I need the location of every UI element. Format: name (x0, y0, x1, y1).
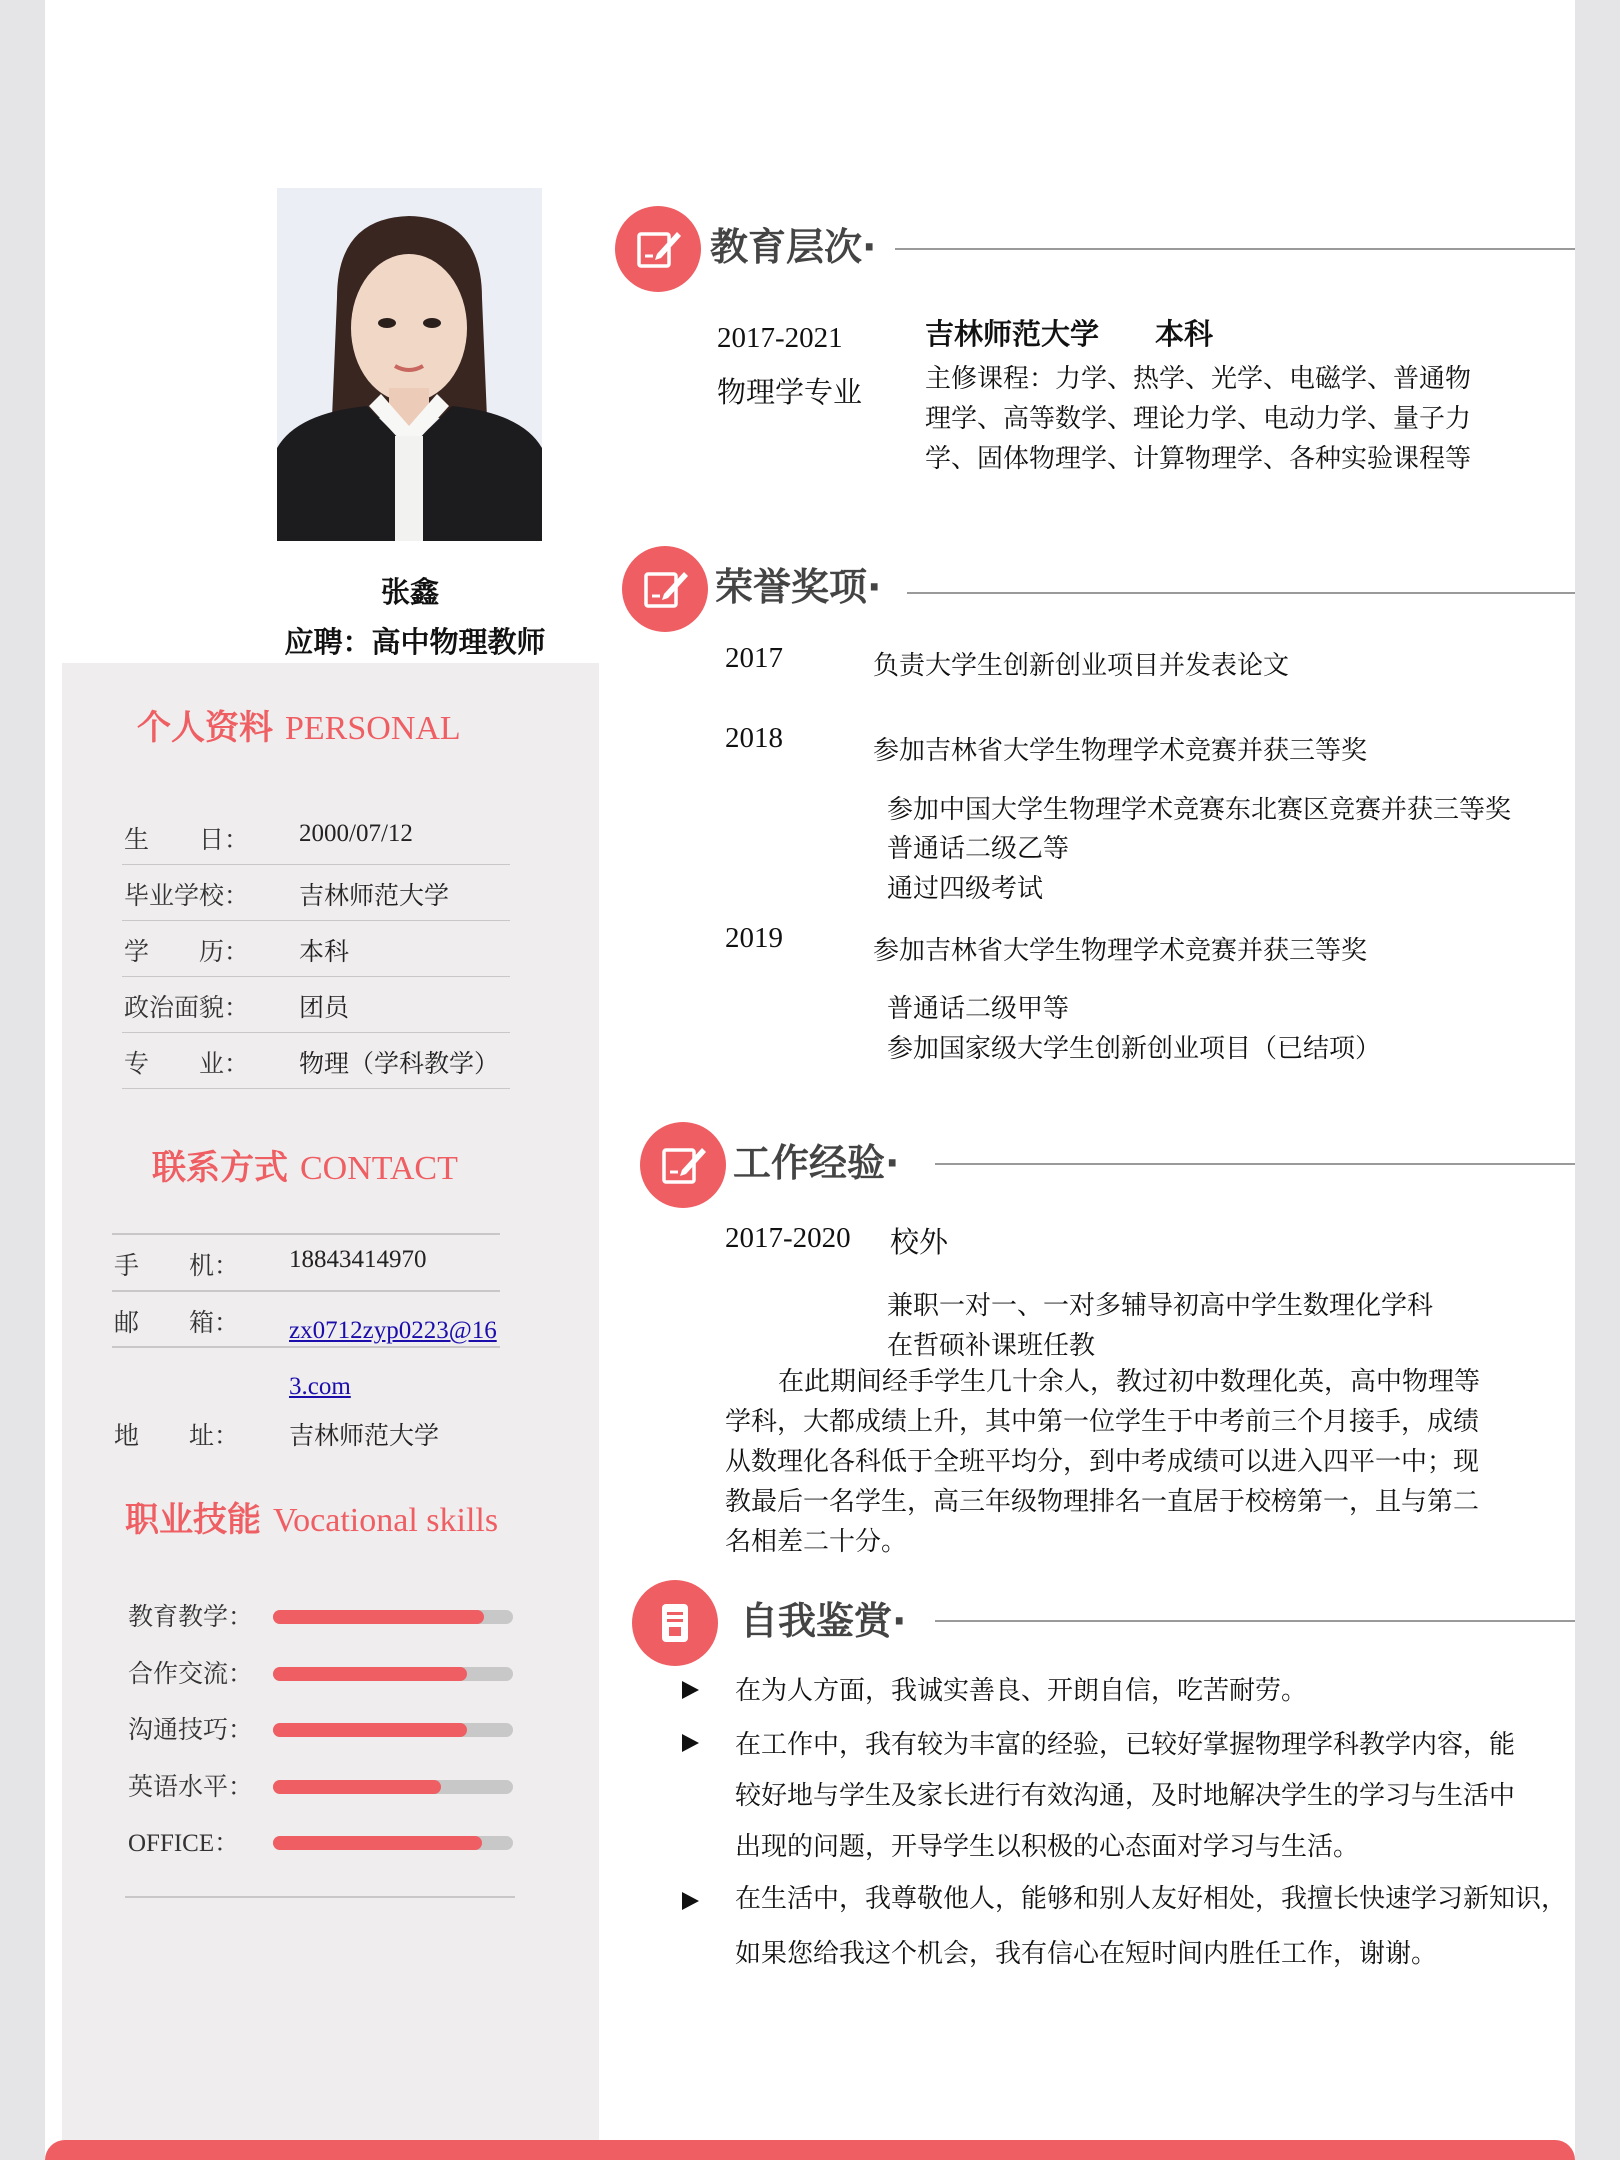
degree-value: 本科 (299, 937, 350, 966)
school-value: 吉林师范大学 (299, 881, 450, 910)
skill-bar-fill (273, 1723, 467, 1737)
self-item (735, 1872, 1567, 1982)
work-title: 工作经验· (733, 1141, 900, 1185)
skill-bar-fill (273, 1610, 484, 1624)
personal-row-school (122, 864, 510, 921)
education-courses (925, 359, 1471, 479)
skill-bar-track (273, 1836, 513, 1850)
skill-label: 合作交流： (128, 1659, 254, 1688)
job-objective: 应聘：高中物理教师 (284, 625, 546, 659)
personal-heading (137, 700, 461, 749)
work-place: 校外 (890, 1225, 949, 1259)
self-item-line: 出现的问题，开导学生以积极的心态面对学习与生活。 (735, 1832, 1360, 1862)
honors-title: 荣誉奖项· (715, 565, 882, 609)
address-value: 吉林师范大学 (289, 1421, 440, 1450)
skill-bar-fill (273, 1667, 467, 1681)
birthday-label: 生 日： (124, 825, 250, 854)
self-item-line: 在工作中，我有较为丰富的经验，已较好掌握物理学科教学内容，能 (735, 1730, 1516, 1760)
self-item (735, 1720, 1515, 1873)
skill-bar-fill (273, 1780, 441, 1794)
work-years: 2017-2020 (725, 1222, 851, 1254)
contact-heading-zh: 联系方式 (152, 1148, 288, 1188)
email-link-line2: 3.com (289, 1373, 351, 1400)
work-line: 在哲硕补课班任教 (887, 1331, 1096, 1361)
arrow-bullet-icon (682, 1892, 699, 1910)
document-icon (632, 1580, 718, 1666)
personal-heading-en: PERSONAL (285, 710, 461, 747)
degree-label: 学 历： (124, 937, 250, 966)
skill-bar-track (273, 1610, 513, 1624)
work-paragraph-line: 从数理化各科低于全班平均分，到中考成绩可以进入四平一中；现 (725, 1447, 1480, 1477)
major-label: 专 业： (124, 1049, 250, 1078)
self-item-line: 如果您给我这个机会，我有信心在短时间内胜任工作，谢谢。 (735, 1939, 1438, 1969)
contact-divider (112, 1346, 500, 1348)
education-title: 教育层次· (710, 225, 877, 269)
skill-row (128, 1767, 548, 1807)
self-item-line: 较好地与学生及家长进行有效沟通，及时地解决学生的学习与生活中 (735, 1781, 1516, 1811)
contact-row-phone (114, 1234, 502, 1290)
skills-divider (125, 1896, 515, 1898)
honor-year: 2017 (725, 642, 783, 674)
education-school: 吉林师范大学 (925, 317, 1100, 351)
resume-page (45, 0, 1575, 2160)
skill-bar-track (273, 1723, 513, 1737)
education-major: 物理学专业 (717, 375, 863, 409)
honor-item: 普通话二级甲等 (887, 994, 1070, 1024)
email-label: 邮 箱： (114, 1308, 240, 1337)
footer-accent-bar (45, 2140, 1575, 2160)
skill-row (128, 1654, 548, 1694)
contact-heading (152, 1140, 458, 1189)
work-paragraph-line: 名相差二十分。 (725, 1527, 908, 1557)
personal-row-birthday (122, 808, 510, 865)
skill-label: 沟通技巧： (128, 1715, 254, 1744)
email-link[interactable] (289, 1303, 497, 1415)
contact-heading-en: CONTACT (300, 1150, 458, 1187)
honors-rule (907, 592, 1575, 594)
personal-row-political (122, 976, 510, 1033)
self-item-line: 在生活中，我尊敬他人，能够和别人友好相处，我擅长快速学习新知识， (735, 1884, 1568, 1914)
birthday-value: 2000/07/12 (299, 820, 413, 847)
email-link-line1: zx0712zyp0223@16 (289, 1317, 497, 1344)
arrow-bullet-icon (682, 1734, 699, 1752)
course-line: 主修课程：力学、热学、光学、电磁学、普通物 (925, 364, 1472, 394)
work-paragraph-line: 在此期间经手学生几十余人，教过初中数理化英，高中物理等 (778, 1367, 1481, 1397)
self-item: 在为人方面，我诚实善良、开朗自信，吃苦耐劳。 (735, 1676, 1308, 1706)
education-years: 2017-2021 (717, 322, 843, 354)
work-paragraph (725, 1362, 1545, 1562)
address-label: 地 址： (114, 1421, 240, 1450)
skill-label: OFFICE： (128, 1830, 240, 1857)
work-line: 兼职一对一、一对多辅导初高中学生数理化学科 (887, 1291, 1434, 1321)
skills-heading (125, 1492, 498, 1541)
honor-item: 参加吉林省大学生物理学术竞赛并获三等奖 (873, 936, 1368, 966)
course-line: 理学、高等数学、理论力学、电动力学、量子力 (925, 404, 1472, 434)
honor-item: 通过四级考试 (887, 874, 1044, 904)
edit-note-icon (640, 1122, 726, 1208)
honor-year: 2019 (725, 922, 783, 954)
phone-label: 手 机： (114, 1251, 240, 1280)
skill-row (128, 1823, 548, 1863)
skill-label: 英语水平： (128, 1772, 254, 1801)
honor-item: 普通话二级乙等 (887, 834, 1070, 864)
work-rule (935, 1163, 1575, 1165)
education-degree: 本科 (1155, 317, 1214, 351)
work-paragraph-line: 教最后一名学生，高三年级物理排名一直居于校榜第一，且与第二 (725, 1487, 1480, 1517)
honor-item: 负责大学生创新创业项目并发表论文 (873, 651, 1290, 681)
skill-bar-fill (273, 1836, 482, 1850)
edit-note-icon (615, 206, 701, 292)
arrow-bullet-icon (682, 1681, 699, 1699)
political-label: 政治面貌： (124, 993, 250, 1022)
honor-item: 参加中国大学生物理学术竞赛东北赛区竞赛并获三等奖 (887, 795, 1512, 825)
honor-item: 参加吉林省大学生物理学术竞赛并获三等奖 (873, 736, 1368, 766)
skill-bar-track (273, 1780, 513, 1794)
skills-heading-zh: 职业技能 (125, 1500, 261, 1540)
self-title: 自我鉴赏· (740, 1599, 907, 1643)
education-rule (895, 248, 1575, 250)
contact-row-address (114, 1404, 502, 1460)
personal-row-major (122, 1032, 510, 1089)
honor-year: 2018 (725, 722, 783, 754)
self-rule (935, 1620, 1575, 1622)
personal-heading-zh: 个人资料 (137, 708, 273, 748)
skill-label: 教育教学： (128, 1602, 254, 1631)
profile-photo (277, 188, 542, 541)
edit-note-icon (622, 546, 708, 632)
skill-bar-track (273, 1667, 513, 1681)
major-value: 物理（学科教学） (299, 1049, 500, 1078)
skills-heading-en: Vocational skills (273, 1502, 499, 1539)
school-label: 毕业学校： (124, 881, 250, 910)
course-line: 学、固体物理学、计算物理学、各种实验课程等 (925, 444, 1472, 474)
skill-row (128, 1597, 548, 1637)
phone-value: 18843414970 (289, 1246, 427, 1273)
personal-row-degree (122, 920, 510, 977)
honor-item: 参加国家级大学生创新创业项目（已结项） (887, 1034, 1382, 1064)
candidate-name: 张鑫 (380, 575, 439, 609)
political-value: 团员 (299, 993, 350, 1022)
skill-row (128, 1710, 548, 1750)
work-paragraph-line: 学科，大都成绩上升，其中第一位学生于中考前三个月接手，成绩 (725, 1407, 1480, 1437)
